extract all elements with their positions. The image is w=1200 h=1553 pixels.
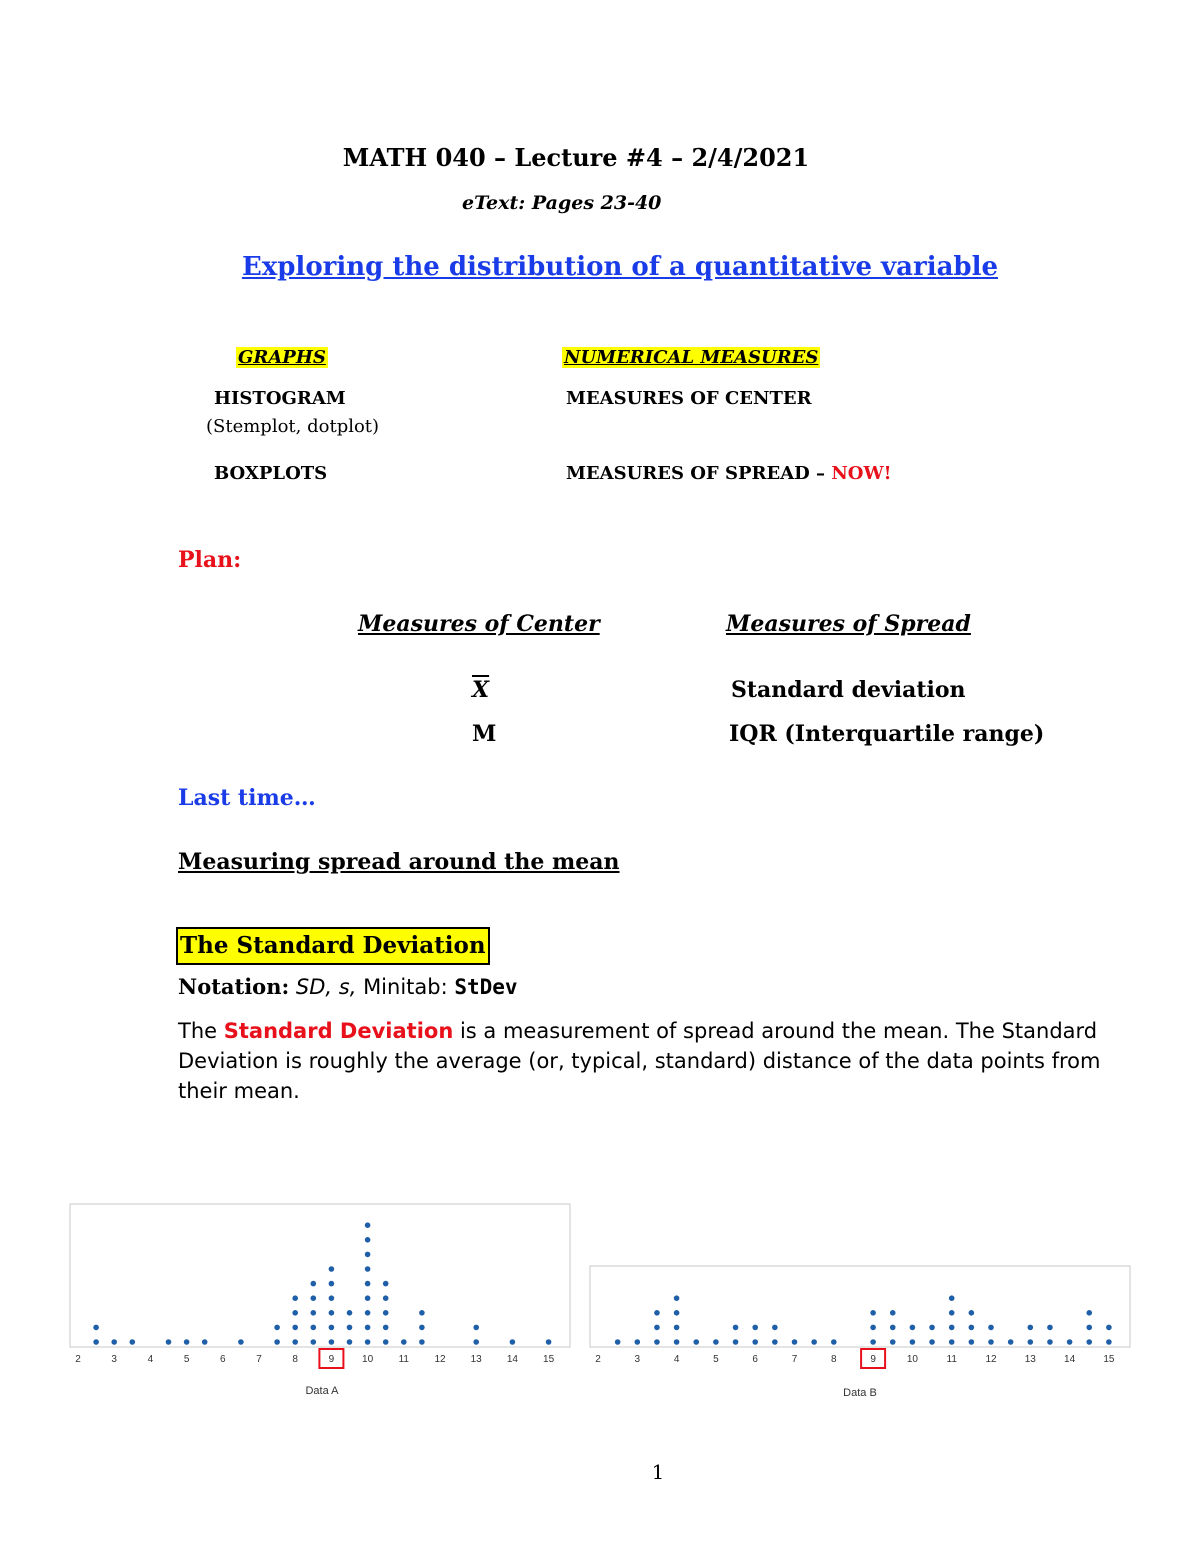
standard-deviation-item: Standard deviation bbox=[731, 677, 966, 703]
data-dot bbox=[949, 1339, 955, 1345]
data-dot bbox=[654, 1339, 660, 1345]
data-dot bbox=[166, 1339, 172, 1345]
data-dot bbox=[1008, 1339, 1014, 1345]
data-dot bbox=[184, 1339, 190, 1345]
etext-pages: eText: Pages 23-40 bbox=[462, 192, 662, 214]
x-tick-label: 15 bbox=[1103, 1354, 1115, 1365]
x-tick-label: 9 bbox=[870, 1354, 876, 1365]
x-tick-label: 3 bbox=[111, 1354, 117, 1365]
data-dot bbox=[93, 1339, 99, 1345]
data-dot bbox=[929, 1339, 935, 1345]
data-dot bbox=[615, 1339, 621, 1345]
data-dot bbox=[969, 1325, 975, 1331]
data-dot bbox=[1106, 1325, 1112, 1331]
data-dot bbox=[1067, 1339, 1073, 1345]
data-dot bbox=[772, 1325, 778, 1331]
boxplots-item: BOXPLOTS bbox=[214, 463, 328, 484]
data-dot bbox=[890, 1325, 896, 1331]
data-dot bbox=[510, 1339, 516, 1345]
x-tick-label: 3 bbox=[634, 1354, 641, 1365]
data-dot bbox=[419, 1339, 425, 1345]
x-tick-label: 11 bbox=[946, 1354, 957, 1365]
measures-center-item: MEASURES OF CENTER bbox=[566, 388, 812, 409]
data-dot bbox=[713, 1339, 719, 1345]
data-dot bbox=[202, 1339, 208, 1345]
xbar-symbol: $\overline{X}$ bbox=[472, 677, 490, 703]
data-dot bbox=[910, 1339, 916, 1345]
x-tick-label: 10 bbox=[906, 1354, 918, 1365]
data-dot bbox=[419, 1325, 425, 1331]
data-dot bbox=[419, 1310, 425, 1316]
data-dot bbox=[1086, 1310, 1092, 1316]
x-tick-label: 14 bbox=[506, 1354, 518, 1365]
x-tick-label: 8 bbox=[831, 1354, 837, 1365]
data-dot bbox=[401, 1339, 407, 1345]
dotplot-data-b bbox=[586, 1262, 1134, 1405]
data-dot bbox=[383, 1281, 389, 1287]
data-dot bbox=[274, 1325, 280, 1331]
data-dot bbox=[347, 1310, 353, 1316]
x-axis-label: Data B bbox=[843, 1387, 877, 1399]
x-tick-label: 10 bbox=[362, 1354, 374, 1365]
measures-spread-item: MEASURES OF SPREAD – NOW! bbox=[566, 463, 892, 484]
data-dot bbox=[311, 1281, 317, 1287]
data-dot bbox=[674, 1295, 680, 1301]
x-tick-label: 4 bbox=[673, 1354, 680, 1365]
data-dot bbox=[969, 1310, 975, 1316]
data-dot bbox=[383, 1310, 389, 1316]
sd-definition-paragraph: The Standard Deviation is a measurement of spread around the mean. The Standard Deviation is roughly the average (or, typical, standard) distance of the data points from their mean. bbox=[178, 1019, 1101, 1103]
data-dot bbox=[733, 1325, 739, 1331]
data-dot bbox=[1086, 1339, 1092, 1345]
x-tick-label: 5 bbox=[713, 1354, 719, 1365]
x-tick-label: 7 bbox=[256, 1354, 262, 1365]
median-symbol: M bbox=[472, 721, 497, 747]
data-dot bbox=[347, 1339, 353, 1345]
data-dot bbox=[792, 1339, 798, 1345]
x-tick-label: 9 bbox=[328, 1354, 335, 1365]
data-dot bbox=[473, 1339, 479, 1345]
data-dot bbox=[949, 1325, 955, 1331]
data-dot bbox=[329, 1325, 335, 1331]
data-dot bbox=[365, 1325, 371, 1331]
data-dot bbox=[890, 1310, 896, 1316]
data-dot bbox=[1106, 1339, 1112, 1345]
data-dot bbox=[733, 1339, 739, 1345]
data-dot bbox=[292, 1339, 298, 1345]
data-dot bbox=[365, 1295, 371, 1301]
x-tick-label: 13 bbox=[1024, 1354, 1036, 1365]
last-time-label: Last time… bbox=[178, 785, 316, 811]
data-dot bbox=[347, 1325, 353, 1331]
data-dot bbox=[365, 1339, 371, 1345]
data-dot bbox=[292, 1325, 298, 1331]
data-dot bbox=[988, 1325, 994, 1331]
histogram-note: (Stemplot, dotplot) bbox=[206, 416, 380, 437]
data-dot bbox=[329, 1339, 335, 1345]
data-dot bbox=[365, 1237, 371, 1243]
standard-deviation-title: The Standard Deviation bbox=[176, 927, 490, 965]
data-dot bbox=[329, 1266, 335, 1272]
plan-label: Plan: bbox=[178, 547, 242, 573]
data-dot bbox=[329, 1281, 335, 1287]
dotplot-data-a bbox=[66, 1200, 576, 1405]
data-dot bbox=[949, 1310, 955, 1316]
data-dot bbox=[546, 1339, 552, 1345]
x-tick-label: 11 bbox=[398, 1354, 409, 1365]
data-dot bbox=[969, 1339, 975, 1345]
measuring-spread-heading: Measuring spread around the mean bbox=[178, 849, 620, 875]
data-dot bbox=[929, 1325, 935, 1331]
measures-spread-heading: Measures of Spread bbox=[726, 611, 971, 637]
data-dot bbox=[1047, 1339, 1053, 1345]
page-number: 1 bbox=[651, 1460, 665, 1484]
data-dot bbox=[365, 1222, 371, 1228]
x-tick-label: 13 bbox=[470, 1354, 482, 1365]
data-dot bbox=[238, 1339, 244, 1345]
x-tick-label: 14 bbox=[1064, 1354, 1076, 1365]
data-dot bbox=[949, 1295, 955, 1301]
data-dot bbox=[365, 1266, 371, 1272]
data-dot bbox=[654, 1310, 660, 1316]
data-dot bbox=[693, 1339, 699, 1345]
data-dot bbox=[1028, 1339, 1034, 1345]
data-dot bbox=[93, 1325, 99, 1331]
data-dot bbox=[752, 1325, 758, 1331]
data-dot bbox=[365, 1310, 371, 1316]
data-dot bbox=[870, 1310, 876, 1316]
x-tick-label: 12 bbox=[985, 1354, 997, 1365]
x-axis-label: Data A bbox=[305, 1385, 339, 1397]
data-dot bbox=[311, 1325, 317, 1331]
data-dot bbox=[635, 1339, 641, 1345]
data-dot bbox=[311, 1339, 317, 1345]
x-tick-label: 15 bbox=[543, 1354, 555, 1365]
plot-frame bbox=[590, 1266, 1130, 1347]
data-dot bbox=[383, 1295, 389, 1301]
data-dot bbox=[870, 1339, 876, 1345]
data-dot bbox=[329, 1310, 335, 1316]
x-tick-label: 4 bbox=[147, 1354, 154, 1365]
notation-line: Notation: SD, s, Minitab: StDev bbox=[178, 974, 518, 999]
x-tick-label: 6 bbox=[752, 1354, 758, 1365]
histogram-item: HISTOGRAM bbox=[214, 388, 346, 409]
iqr-item: IQR (Interquartile range) bbox=[729, 721, 1045, 747]
data-dot bbox=[383, 1325, 389, 1331]
data-dot bbox=[674, 1339, 680, 1345]
data-dot bbox=[365, 1252, 371, 1258]
data-dot bbox=[674, 1310, 680, 1316]
x-tick-label: 12 bbox=[434, 1354, 446, 1365]
data-dot bbox=[365, 1281, 371, 1287]
x-tick-label: 7 bbox=[791, 1354, 798, 1365]
measures-center-heading: Measures of Center bbox=[358, 611, 600, 637]
data-dot bbox=[383, 1339, 389, 1345]
data-dot bbox=[111, 1339, 117, 1345]
x-tick-label: 6 bbox=[220, 1354, 226, 1365]
x-tick-label: 5 bbox=[183, 1354, 190, 1365]
data-dot bbox=[292, 1310, 298, 1316]
data-dot bbox=[772, 1339, 778, 1345]
data-dot bbox=[870, 1325, 876, 1331]
data-dot bbox=[831, 1339, 837, 1345]
data-dot bbox=[988, 1339, 994, 1345]
x-tick-label: 2 bbox=[595, 1354, 601, 1365]
data-dot bbox=[329, 1295, 335, 1301]
plot-frame bbox=[70, 1204, 570, 1347]
data-dot bbox=[1047, 1325, 1053, 1331]
data-dot bbox=[654, 1325, 660, 1331]
data-dot bbox=[1086, 1325, 1092, 1331]
data-dot bbox=[311, 1295, 317, 1301]
data-dot bbox=[752, 1339, 758, 1345]
x-tick-label: 2 bbox=[75, 1354, 81, 1365]
data-dot bbox=[130, 1339, 136, 1345]
data-dot bbox=[311, 1310, 317, 1316]
graphs-label: GRAPHS bbox=[238, 347, 326, 368]
data-dot bbox=[292, 1295, 298, 1301]
lecture-title: MATH 040 – Lecture #4 – 2/4/2021 bbox=[342, 143, 810, 172]
data-dot bbox=[1028, 1325, 1034, 1331]
data-dot bbox=[274, 1339, 280, 1345]
data-dot bbox=[910, 1325, 916, 1331]
numerical-measures-label: NUMERICAL MEASURES bbox=[564, 347, 819, 368]
topic-heading: Exploring the distribution of a quantitative variable bbox=[241, 252, 999, 282]
data-dot bbox=[473, 1325, 479, 1331]
x-tick-label: 8 bbox=[292, 1354, 298, 1365]
data-dot bbox=[811, 1339, 817, 1345]
data-dot bbox=[674, 1325, 680, 1331]
data-dot bbox=[890, 1339, 896, 1345]
